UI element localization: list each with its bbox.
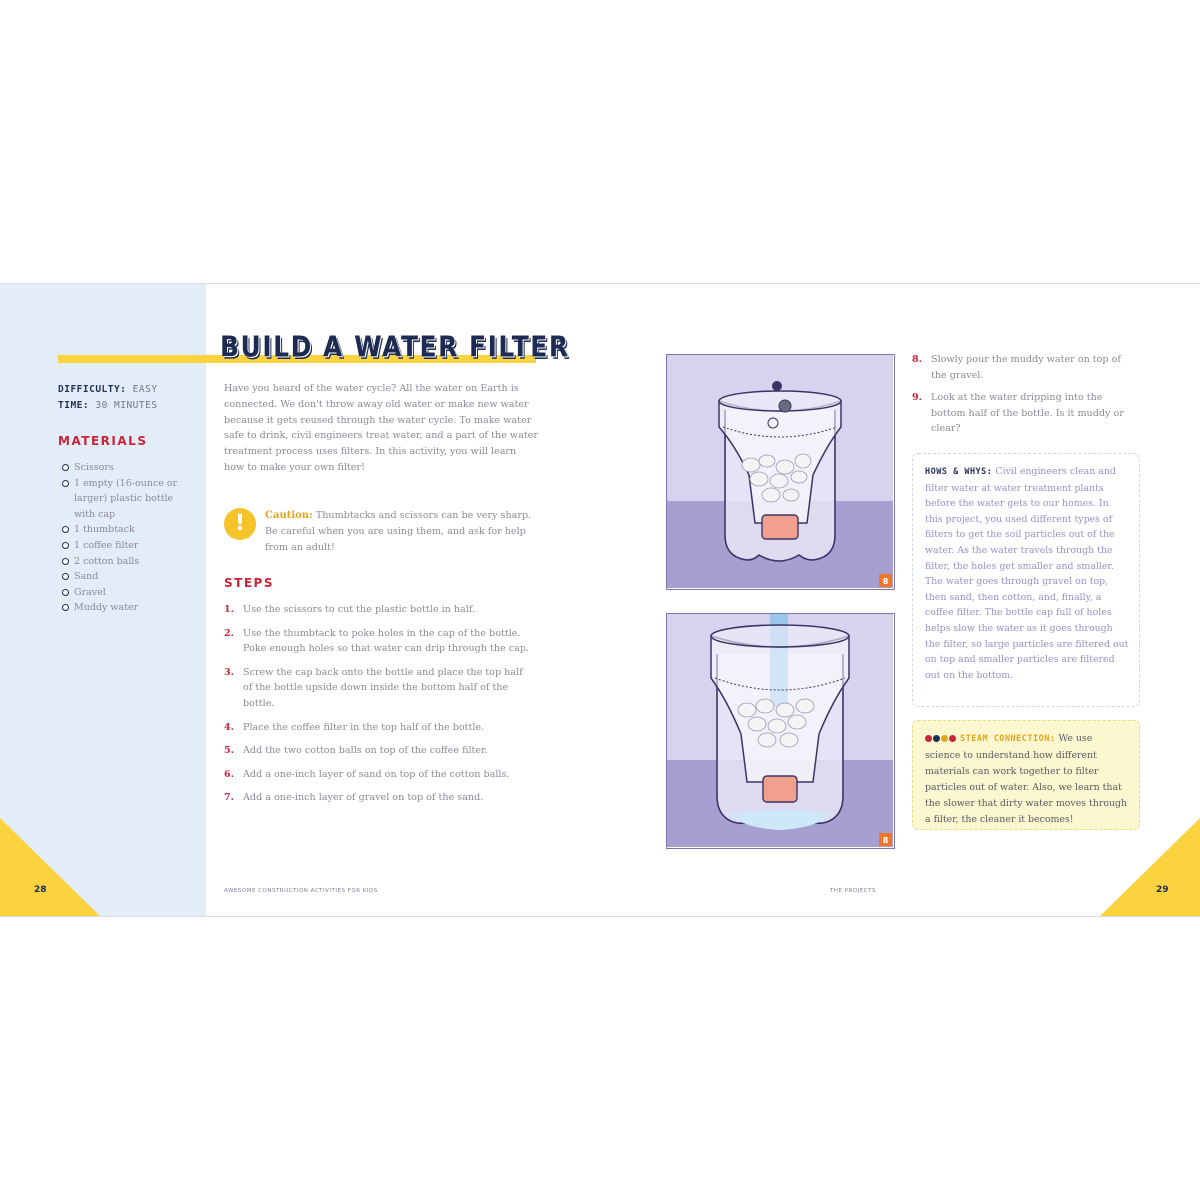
list-item: 1 empty (16-ounce or larger) plastic bottle with cap — [62, 476, 182, 523]
exclamation-icon: ! — [224, 508, 256, 540]
steps-list-continued — [912, 352, 1134, 444]
time-value: 30 MINUTES — [95, 400, 158, 411]
steam-text: We use science to understand how different materials can work together to filter particles out of water. Also, we learn that the slower that dirty water moves through a filter, the cleaner it becomes! — [925, 733, 1128, 825]
illustration-water-pouring — [666, 613, 895, 849]
steps-list — [224, 602, 530, 814]
book-spread — [0, 283, 1200, 917]
step-item: 7. Add a one-inch layer of gravel on top of the sand. — [224, 792, 484, 804]
time-label: TIME: — [58, 400, 90, 411]
right-corner-decoration — [1100, 818, 1200, 916]
difficulty-value: EASY — [132, 384, 158, 395]
step-item: 1. Use the scissors to cut the plastic bottle in half. — [224, 604, 476, 615]
page-number-right: 29 — [1156, 885, 1169, 895]
footer-section-title: THE PROJECTS — [830, 888, 876, 894]
steam-dots-icon — [925, 732, 957, 748]
page-number-left: 28 — [34, 885, 47, 895]
caution-text: Thumbtacks and scissors can be very sharp. Be careful when you are using them, and ask for help from an adult! — [265, 510, 532, 553]
caution-note — [265, 508, 537, 555]
list-item: Gravel — [62, 585, 182, 601]
project-meta — [58, 382, 158, 414]
list-item: Scissors — [62, 460, 182, 476]
footer-book-title: AWESOME CONSTRUCTION ACTIVITIES FOR KIDS — [224, 888, 378, 894]
hows-and-whys-box — [912, 453, 1140, 707]
step-item: 8. Slowly pour the muddy water on top of the gravel. — [912, 354, 1121, 381]
difficulty-label: DIFFICULTY: — [58, 384, 127, 395]
step-item: 2. Use the thumbtack to poke holes in the cap of the bottle. Poke enough holes so that water can drip through the cap. — [224, 627, 530, 655]
step-item: 3. Screw the cap back onto the bottle and place the top half of the bottle upside down inside the bottom half of the bottle. — [224, 666, 523, 709]
materials-heading: MATERIALS — [58, 434, 148, 448]
step-item: 9. Look at the water dripping into the bottom half of the bottle. Is it muddy or clear? — [912, 392, 1124, 435]
list-item: Muddy water — [62, 600, 182, 616]
materials-list — [62, 460, 182, 616]
hows-whys-text: Civil engineers clean and filter water at water treatment plants before the water gets to our homes. In this project, you used different types of filters to get the soil particles out of the water. As the water travels through the filter, the holes get smaller and smaller. The water goes through gravel on top, then sand, then cotton, and, finally, a coffee filter. The bottle cap full of holes helps slow the water as it goes through the filter, so large particles are filtered out on top and smaller particles are filtered out on the bottom. — [925, 466, 1129, 681]
caution-lead: Caution: — [265, 510, 313, 521]
list-item: 1 coffee filter — [62, 538, 182, 554]
step-item: 6. Add a one-inch layer of sand on top of the cotton balls. — [224, 768, 510, 780]
intro-paragraph: Have you heard of the water cycle? All the water on Earth is connected. We don't throw away old water or make new water because it gets reused through the water cycle. To make water safe to drink, civil engineers treat water, and a part of the water treatment process uses filters. In this activity, you will learn how to make your own filter! — [224, 383, 538, 473]
page-title: BUILD A WATER FILTER — [220, 330, 570, 364]
steam-connection-box — [912, 720, 1140, 830]
bottle-filter-drawing — [667, 355, 893, 588]
step-item: 4. Place the coffee filter in the top half of the bottle. — [224, 721, 485, 733]
figure-badge: 8 — [882, 836, 889, 845]
steps-heading: STEPS — [224, 576, 274, 590]
bottle-pour-drawing — [667, 614, 893, 847]
illustration-filter-setup — [666, 354, 895, 590]
step-item: 5. Add the two cotton balls on top of the coffee filter. — [224, 745, 488, 757]
left-corner-decoration — [0, 818, 100, 916]
hows-whys-lead: HOWS & WHYS: — [925, 467, 993, 477]
list-item: 1 thumbtack — [62, 522, 182, 538]
steam-lead: STEAM CONNECTION: — [959, 734, 1056, 744]
list-item: Sand — [62, 569, 182, 585]
figure-badge: 8 — [882, 577, 889, 586]
list-item: 2 cotton balls — [62, 554, 182, 570]
